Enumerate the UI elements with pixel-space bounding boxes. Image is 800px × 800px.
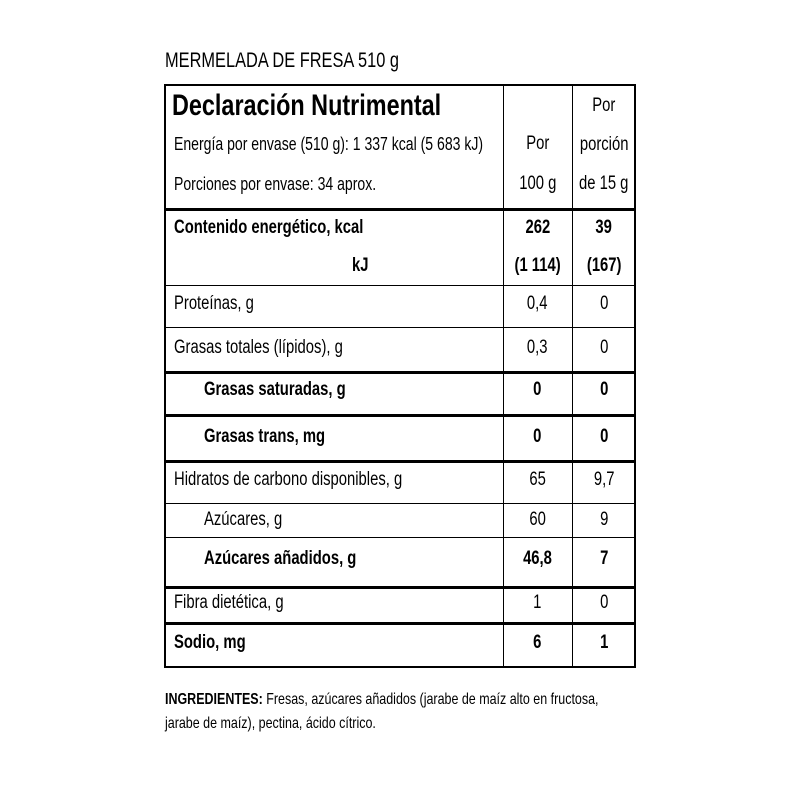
value-per-100g: 65	[529, 469, 546, 490]
row-label-fiber: Fibra dietética, g	[174, 592, 284, 613]
row-divider	[166, 460, 634, 463]
value-per-portion: 0	[599, 426, 609, 447]
col-header-per-portion: de 15 g	[579, 173, 629, 194]
row-divider	[166, 371, 634, 374]
col-header-per-100g: Por	[525, 133, 550, 154]
value-per-100g: 1	[533, 592, 542, 613]
row-divider	[166, 285, 634, 286]
value-per-100g: 46,8	[523, 548, 552, 569]
row-divider	[166, 414, 634, 417]
table-title: Declaración Nutrimental	[172, 89, 442, 122]
value-per-100g: 262	[525, 217, 550, 238]
col-header-per-portion: porción	[579, 134, 629, 155]
row-label-energy-kj: kJ	[352, 255, 369, 276]
value-per-100g: 0	[533, 379, 542, 400]
value-per-portion: 1	[599, 632, 609, 653]
value-per-portion: 0	[599, 379, 609, 400]
row-divider	[166, 503, 634, 504]
ingredients-block	[165, 688, 635, 736]
row-divider	[166, 622, 634, 625]
row-divider	[166, 586, 634, 589]
value-per-portion: 7	[599, 548, 609, 569]
ingredients-heading: INGREDIENTES:	[165, 691, 263, 708]
row-divider	[166, 327, 634, 328]
row-label-trans-fat: Grasas trans, mg	[204, 426, 326, 447]
value-per-100g: 0	[533, 426, 542, 447]
value-per-100g: 0,3	[527, 337, 548, 358]
value-per-100g: (1 114)	[514, 255, 561, 276]
ingredients-text: Fresas, azúcares añadidos (jarabe de maíz alto en fructosa, jarabe de maíz), pectina, ácido cítrico.	[165, 691, 599, 732]
product-title-text: MERMELADA DE FRESA 510 g	[165, 49, 399, 72]
portions-per-package: Porciones por envase: 34 aprox.	[174, 174, 377, 194]
row-label-protein: Proteínas, g	[174, 293, 254, 314]
value-per-portion: 9,7	[593, 469, 615, 490]
nutrition-table	[164, 84, 636, 668]
row-label-energy: Contenido energético, kcal	[174, 217, 364, 238]
row-divider	[166, 208, 634, 211]
col-header-per-portion: Por	[592, 95, 616, 116]
value-per-100g: 0,4	[527, 293, 548, 314]
row-label-sodium: Sodio, mg	[174, 632, 246, 653]
value-per-portion: 0	[599, 592, 609, 613]
value-per-portion: 0	[599, 293, 609, 314]
product-title	[165, 46, 465, 76]
value-per-100g: 6	[533, 632, 542, 653]
value-per-100g: 60	[529, 509, 546, 530]
row-label-sugars: Azúcares, g	[204, 509, 283, 530]
row-divider	[166, 537, 634, 538]
row-label-total-fat: Grasas totales (lípidos), g	[174, 337, 343, 358]
energy-per-package: Energía por envase (510 g): 1 337 kcal (5 683 kJ)	[174, 134, 484, 154]
value-per-portion: 9	[599, 509, 609, 530]
row-label-saturated-fat: Grasas saturadas, g	[204, 379, 346, 400]
row-label-carbs: Hidratos de carbono disponibles, g	[174, 469, 403, 490]
value-per-portion: 0	[599, 337, 609, 358]
value-per-portion: (167)	[586, 255, 622, 276]
value-per-portion: 39	[595, 217, 613, 238]
row-label-added-sugars: Azúcares añadidos, g	[204, 548, 357, 569]
col-header-per-100g: 100 g	[518, 173, 557, 194]
